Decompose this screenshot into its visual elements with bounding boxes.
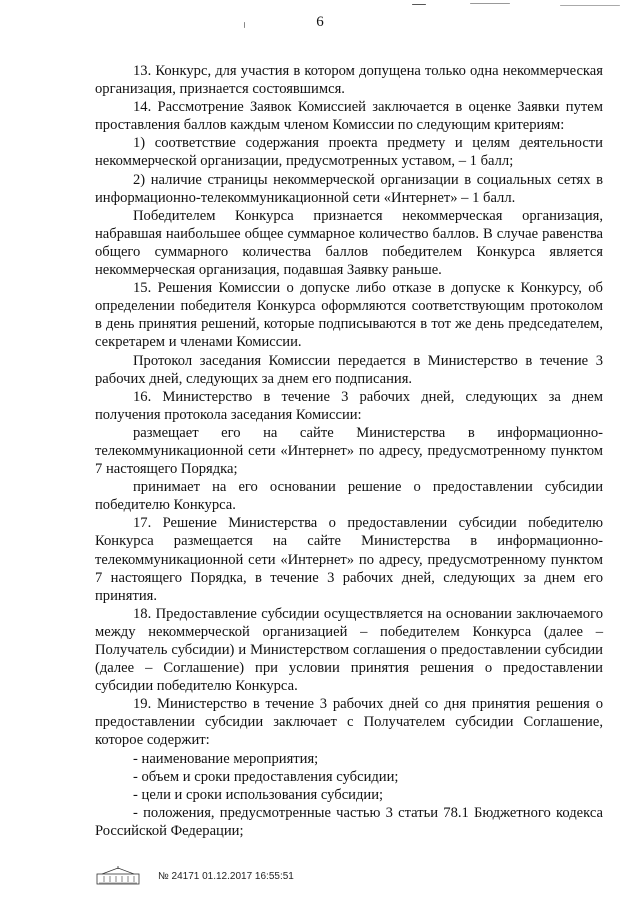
scan-artifact (560, 5, 620, 6)
building-logo-icon (96, 866, 140, 886)
paragraph: 18. Предоставление субсидии осуществляется на основании заключаемого между некоммерческой организацией – победителем Конкурса (далее – Получатель субсидии) и Министерством соглашения о предоставлении субсидии (далее – Соглашение) при условии принятия решения о предоставлении субсидии победителю Конкурса. (95, 605, 603, 695)
paragraph: 1) соответствие содержания проекта предмету и целям деятельности некоммерческой организации, предусмотренных уставом, – 1 балл; (95, 135, 603, 170)
registration-stamp: № 24171 01.12.2017 16:55:51 (158, 870, 294, 882)
document-footer (96, 866, 294, 886)
paragraph: 13. Конкурс, для участия в котором допущена только одна некоммерческая организация, признается состоявшимся. (95, 63, 603, 98)
list-item: - объем и сроки предоставления субсидии; (133, 768, 399, 785)
list-item: - наименование мероприятия; (133, 750, 319, 767)
paragraph: 16. Министерство в течение 3 рабочих дней, следующих за днем получения протокола заседания Комиссии: (95, 388, 603, 423)
scan-artifact (412, 4, 426, 5)
list-item: - положения, предусмотренные частью 3 статьи 78.1 Бюджетного кодекса Российской Федерации; (95, 804, 603, 839)
list-item: - цели и сроки использования субсидии; (133, 786, 384, 803)
paragraph: 17. Решение Министерства о предоставлении субсидии победителю Конкурса размещается на сайте Министерства в информационно-телекоммуникационной сети «Интернет» по адресу, предусмотренному пунктом 7 настоящего Порядка, в течение 3 рабочих дней, следующих за днем его принятия. (95, 515, 603, 604)
paragraph: принимает на его основании решение о предоставлении субсидии победителю Конкурса. (95, 479, 603, 514)
paragraph: Протокол заседания Комиссии передается в Министерство в течение 3 рабочих дней, следующих за днем его подписания. (95, 352, 603, 387)
paragraph: 19. Министерство в течение 3 рабочих дней со дня принятия решения о предоставлении субсидии заключает с Получателем субсидии Соглашение, которое содержит: (95, 696, 603, 749)
scan-artifact (470, 3, 510, 4)
page-number: 6 (316, 14, 324, 30)
paragraph: размещает его на сайте Министерства в информационно-телекоммуникационной сети «Интернет» по адресу, предусмотренному пунктом 7 настоящего Порядка; (95, 424, 603, 478)
paragraph: Победителем Конкурса признается некоммерческая организация, набравшая наибольшее общее суммарное количество баллов. В случае равенства общего суммарного количества баллов победителем Конкурса является некоммерческая организация, подавшая Заявку раньше. (95, 207, 603, 279)
paragraph: 15. Решения Комиссии о допуске либо отказе в допуске к Конкурсу, об определении победителя Конкурса оформляются соответствующим протоколом в день принятия решений, которые подписываются в тот же день председателем, секретарем и членами Комиссии. (95, 280, 603, 351)
paragraph: 2) наличие страницы некоммерческой организации в социальных сетях в информационно-телекоммуникационной сети «Интернет» – 1 балл. (95, 171, 603, 206)
document-body (95, 62, 603, 840)
paragraph: 14. Рассмотрение Заявок Комиссией заключается в оценке Заявки путем проставления баллов каждым членом Комиссии по следующим критериям: (95, 99, 603, 134)
